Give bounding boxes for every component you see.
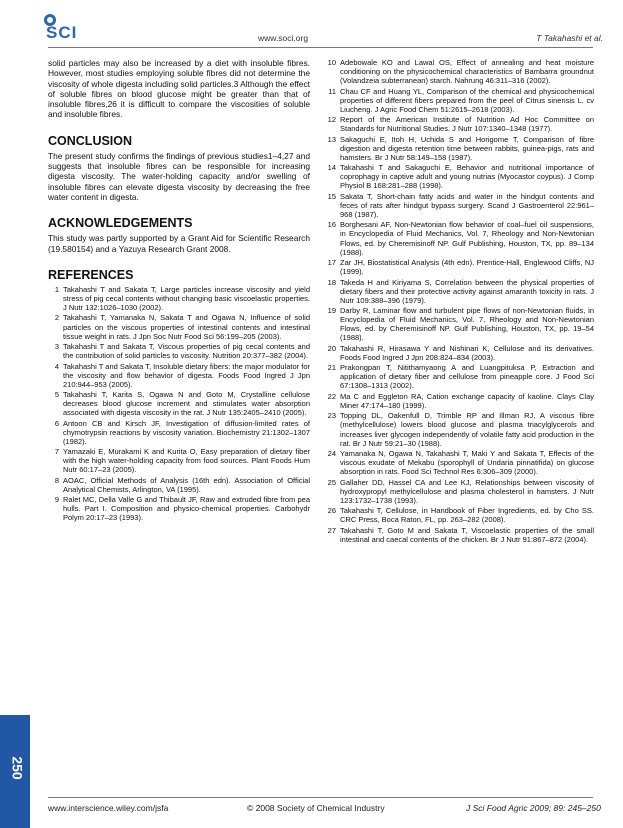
reference-number: 18 bbox=[327, 277, 336, 287]
header-rule bbox=[48, 47, 593, 48]
reference-text: Takahashi T, Karita S, Ogawa N and Goto M, Crystalline cellulose decreases blood glucose increment and stimulates water absorption associated with digesta viscosity in the rat. J Nutr 135:2405–2410 (2005). bbox=[63, 390, 310, 418]
sci-logo bbox=[42, 12, 102, 42]
reference-text: Ma C and Eggleton RA, Cation exchange capacity of kaoline. Clays Clay Miner 47:174–180 (1999). bbox=[340, 391, 594, 410]
acknowledgements-text: This study was partly supported by a Grant Aid for Scientific Research (19.580154) and a Yazuya Research Grant 2008. bbox=[48, 233, 310, 254]
logo-text: SCI bbox=[46, 23, 78, 42]
reference-number: 24 bbox=[327, 449, 336, 458]
reference-item bbox=[48, 476, 310, 494]
reference-item bbox=[324, 192, 594, 219]
reference-number: 10 bbox=[327, 58, 336, 67]
reference-item bbox=[324, 163, 594, 190]
page-header bbox=[0, 0, 623, 48]
reference-item bbox=[48, 419, 310, 446]
reference-item bbox=[324, 363, 594, 390]
reference-item bbox=[48, 390, 310, 417]
reference-number: 27 bbox=[327, 525, 336, 535]
reference-item bbox=[48, 313, 310, 340]
reference-number: 6 bbox=[54, 418, 59, 428]
reference-number: 17 bbox=[327, 258, 336, 268]
reference-item bbox=[324, 220, 594, 256]
reference-number: 8 bbox=[54, 475, 59, 485]
reference-item bbox=[324, 392, 594, 410]
reference-text: Takahashi T and Sakaguchi E, Behavior and nutritional importance of coprophagy in captive adult and young nutrias (Myocastor coypus). J Comp Physiol B 168:281–288 (1998). bbox=[340, 163, 594, 191]
reference-text: Takahashi T, Yamanaka N, Sakata T and Ogawa N, Influence of solid particles on the viscous properties of intestinal contents and intestinal tissue weight in rats. J Jpn Soc Nutr Food Sci 56:199–205 (2003). bbox=[63, 313, 310, 341]
right-column bbox=[324, 58, 594, 545]
reference-number: 5 bbox=[54, 390, 59, 400]
reference-item bbox=[324, 506, 594, 524]
reference-number: 13 bbox=[327, 134, 336, 144]
reference-number: 1 bbox=[54, 284, 59, 294]
footer-copyright: © 2008 Society of Chemical Industry bbox=[247, 803, 385, 813]
footer-website[interactable]: www.interscience.wiley.com/jsfa bbox=[48, 803, 169, 813]
reference-item bbox=[324, 278, 594, 305]
reference-item bbox=[324, 526, 594, 544]
reference-text: Antoon CB and Kirsch JF, Investigation of diffusion-limited rates of chymotrypsin reactions by viscosity variation. Biochemistry 21:1302–1307 (1982). bbox=[63, 418, 310, 446]
reference-number: 22 bbox=[327, 391, 336, 401]
reference-number: 4 bbox=[54, 361, 59, 371]
reference-item bbox=[324, 449, 594, 476]
reference-number: 3 bbox=[54, 342, 59, 352]
reference-item bbox=[324, 344, 594, 362]
header-url[interactable]: www.soci.org bbox=[258, 33, 309, 43]
references-list-left bbox=[48, 285, 310, 523]
reference-number: 2 bbox=[54, 313, 59, 323]
reference-item bbox=[324, 87, 594, 114]
reference-text: Chau CF and Huang YL, Comparison of the chemical and physicochemical properties of different fibers prepared from the peel of Citrus sinensis L. cv Liucheng. J Agric Food Chem 51:2615–2618 (2003). bbox=[340, 86, 594, 114]
conclusion-heading: CONCLUSION bbox=[48, 133, 133, 148]
reference-text: Takahashi R, Hirasawa Y and Nishinari K, Cellulose and its derivatives. Foods Food Ingred J Jpn 208:824–834 (2003). bbox=[340, 343, 594, 362]
intro-paragraph: solid particles may also be increased by a diet with insoluble fibres. However, most studies employing soluble fibres did not determine the viscosity of whole digesta including solid particles.3 Although the effect of soluble fibres on blood glucose might be greater than that of insoluble fibres,26 it is difficult to compare the viscosities of soluble and insoluble fibres. bbox=[48, 58, 310, 120]
reference-number: 14 bbox=[327, 163, 336, 173]
reference-text: Gallaher DD, Hassel CA and Lee KJ, Relationships between viscosity of hydroxypropyl methylcellulose and plasma cholesterol in hamsters. J Nutr 123:1732–1738 (1993). bbox=[340, 477, 594, 505]
reference-item bbox=[48, 342, 310, 360]
reference-text: Topping DL, Oakenfull D, Trimble RP and Illman RJ, A viscous fibre (methylcellulose) lowers blood glucose and plasma triacylglycerols and increases liver glycogen independently of volatile fatty acid production in the rat. Br J Nutr 59:21–30 (1988). bbox=[340, 411, 594, 448]
acknowledgements-heading: ACKNOWLEDGEMENTS bbox=[48, 216, 193, 231]
conclusion-text: The present study confirms the findings of previous studies1–4,27 and suggests that insoluble fibres can be responsible for increasing digesta viscosity. The water-holding capacity and/or swelling of insoluble fibres can elevate digesta viscosity by decreasing the free water content in digesta. bbox=[48, 150, 310, 202]
reference-number: 9 bbox=[54, 495, 59, 505]
reference-item bbox=[324, 411, 594, 447]
reference-number: 19 bbox=[327, 306, 336, 316]
reference-item bbox=[48, 447, 310, 474]
reference-text: Report of the American Institute of Nutrition Ad Hoc Committee on Standards for Nutritional Studies. J Nutr 107:1340–1348 (1977). bbox=[340, 115, 594, 134]
reference-number: 23 bbox=[327, 411, 336, 421]
reference-text: Borghesani AF, Non-Newtonian flow behavior of coal–fuel oil suspensions, in Encyclopedia of Fluid Mechanics, Vol. 7, Rheology and Non-Newtonian Flows, ed. by Cheremisinoff NP. Gulf Publishing, Houston, TX, pp. 89–134 (1988). bbox=[340, 220, 594, 257]
page-number: 250 bbox=[9, 756, 26, 780]
reference-text: Takahashi T and Sakata T, Viscous properties of pig cecal contents and the contribution of solid particles to viscosity. Nutrition 20:377–382 (2004). bbox=[63, 342, 310, 361]
footer-citation: J Sci Food Agric 2009; 89: 245–250 bbox=[466, 803, 601, 813]
reference-text: Takahashi T and Sakata T, Large particles increase viscosity and yield stress of pig cecal contents without changing basic viscoelastic properties. J Nutr 132:1026–1030 (2002). bbox=[63, 284, 310, 313]
references-heading: REFERENCES bbox=[48, 267, 134, 282]
reference-text: Takeda H and Kiriyama S, Correlation between the physical properties of dietary fibers and their protective activity against amaranth toxicity in rats. J Nutr 109:388–396 (1979). bbox=[340, 277, 594, 305]
reference-number: 20 bbox=[327, 343, 336, 353]
reference-number: 16 bbox=[327, 220, 336, 230]
reference-text: Takahashi T and Sakata T, Insoluble dietary fibers: the major modulator for the viscosity and flow behavior of digesta. Foods Food Ingred J Jpn 210:944–953 (2005). bbox=[63, 361, 310, 389]
reference-item bbox=[48, 285, 310, 312]
reference-text: AOAC, Official Methods of Analysis (16th edn). Association of Official Analytical Chemists, Arlington, VA (1995). bbox=[63, 475, 310, 494]
reference-text: Sakata T, Short-chain fatty acids and water in the hindgut contents and feces of rats after hindgut bypass surgery. Scand J Gastroenterol 22:961–968 (1987). bbox=[340, 191, 594, 219]
reference-item bbox=[48, 362, 310, 389]
reference-number: 26 bbox=[327, 506, 336, 516]
header-author: T Takahashi et al. bbox=[536, 33, 603, 43]
reference-item bbox=[324, 258, 594, 276]
reference-text: Yamanaka N, Ogawa N, Takahashi T, Maki Y and Sakata T, Effects of the viscous exudate of Mekabu (sporophyll of Undaria pinnatifida) on glucose absorption in rats. Food Sci Technol Res 6:306–309 (2000). bbox=[340, 449, 594, 477]
references-list-right bbox=[324, 58, 594, 544]
reference-item bbox=[324, 478, 594, 505]
reference-text: Yamazaki E, Murakami K and Kurita O, Easy preparation of dietary fiber with the high water-holding capacity from food sources. Plant Foods Hum Nutr 60:17–23 (2005). bbox=[63, 447, 310, 475]
footer-rule bbox=[48, 797, 593, 798]
reference-text: Takahashi T, Goto M and Sakata T, Viscoelastic properties of the small intestinal and caecal contents of the chicken. Br J Nutr 91:867–872 (2004). bbox=[340, 525, 594, 544]
reference-number: 11 bbox=[328, 86, 336, 96]
reference-item bbox=[324, 58, 594, 85]
reference-number: 25 bbox=[327, 477, 336, 487]
reference-text: Ralet MC, Della Valle G and Thibault JF, Raw and extruded fibre from pea hulls. Part I. Composition and physico-chemical properties. Carbohydr Polym 20:17–23 (1993). bbox=[63, 495, 310, 523]
reference-number: 7 bbox=[54, 447, 59, 457]
reference-text: Adebowale KO and Lawal OS, Effect of annealing and heat moisture conditioning on the physicochemical characteristics of Bambarra groundnut (Volandzeia subterranean) starch. Nahrung 46:311–316 (2002). bbox=[340, 58, 594, 86]
reference-text: Takahashi T, Cellulose, in Handbook of Fiber Ingredients, ed. by Cho SS. CRC Press, Boca Raton, FL, pp. 263–282 (2008). bbox=[340, 506, 594, 525]
reference-text: Prakongpan T, Nitithamyaong A and Luangpituksa P, Extraction and application of dietary fiber and cellulose from pineapple core. J Food Sci 67:1308–1313 (2002). bbox=[340, 363, 594, 391]
reference-number: 21 bbox=[327, 363, 336, 373]
reference-item bbox=[324, 306, 594, 342]
reference-item bbox=[324, 115, 594, 133]
reference-item bbox=[48, 495, 310, 522]
left-column bbox=[48, 58, 310, 524]
reference-item bbox=[324, 135, 594, 162]
reference-text: Sakaguchi E, Itoh H, Uchida S and Horigome T, Comparison of fibre digestion and digesta retention time between rabbits, guinea-pigs, rats and hamsters. Br J Nutr 58:149–158 (1987). bbox=[340, 134, 594, 162]
reference-number: 15 bbox=[327, 191, 336, 201]
reference-number: 12 bbox=[327, 115, 336, 125]
reference-text: Zar JH, Biostatistical Analysis (4th edn). Prentice-Hall, Englewood Cliffs, NJ (1999). bbox=[340, 258, 594, 277]
reference-text: Darby R, Laminar flow and turbulent pipe flows of non-Newtonian fluids, in Encyclopedia of Fluid Mechanics, Vol. 7, Rheology and Non-Newtonian Flows, ed. by Cheremisinoff NP. Gulf Publishing, Houston, TX, pp. 19–54 (1988). bbox=[340, 306, 594, 343]
